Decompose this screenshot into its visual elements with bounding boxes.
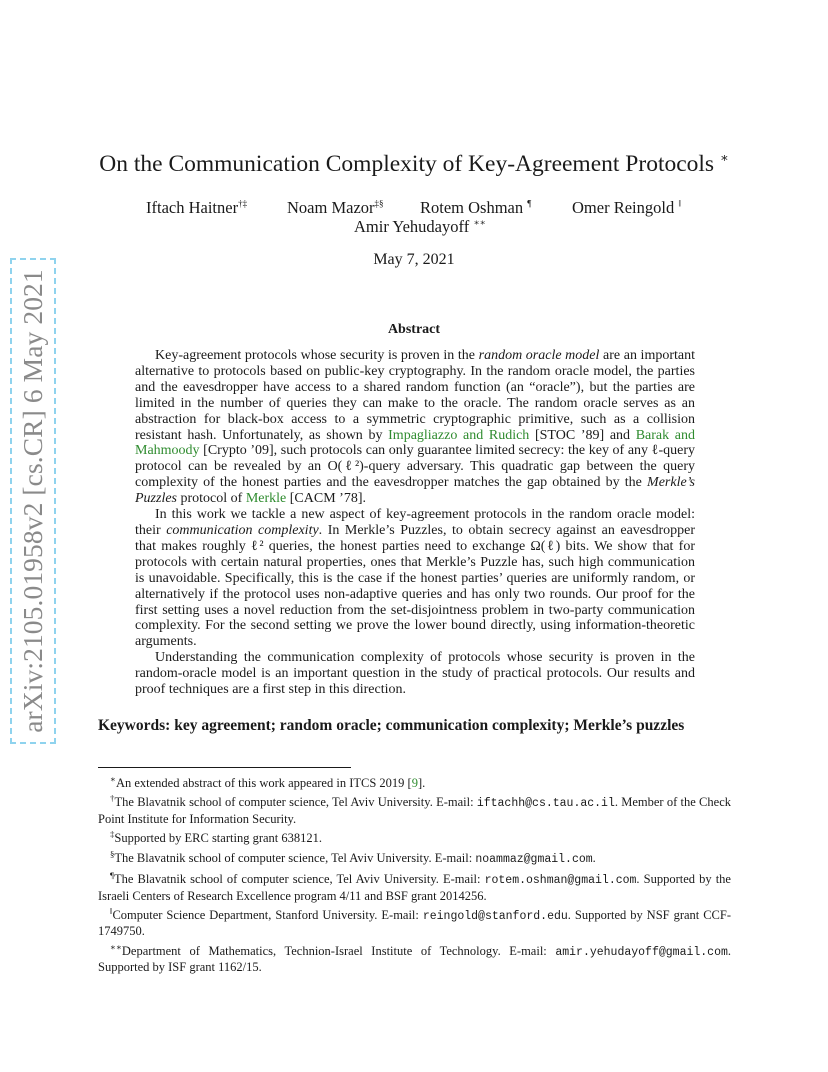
text: [CACM ’78]. (286, 491, 366, 507)
author-mazor (287, 198, 384, 218)
text: The Blavatnik school of computer science, Tel Aviv University. E-mail: (114, 795, 477, 810)
footnote-erc (98, 827, 731, 845)
citation-link-9[interactable]: 9 (411, 776, 418, 791)
text: . Supported by ISF grant 1162/15. (98, 943, 731, 975)
footnote-title (98, 772, 731, 790)
emphasis: communication complexity (166, 522, 319, 538)
emphasis: Merkle’s Puzzles (135, 475, 695, 507)
footnote-mark: ‖ (110, 905, 113, 916)
text: . Member of the Check Point Institute for Information Security. (98, 795, 731, 826)
footnote-mark: § (110, 848, 115, 859)
text: . (592, 850, 596, 865)
author-name: Omer Reingold (572, 198, 675, 217)
footnote-reingold (98, 904, 731, 939)
abstract-body (135, 348, 695, 698)
title-footnote-mark: ∗ (719, 150, 729, 165)
author-name: Iftach Haitner (146, 198, 239, 217)
author-name: Amir Yehudayoff (354, 217, 470, 236)
author-marks: ¶ (527, 198, 532, 209)
author-marks: ‡§ (374, 198, 384, 209)
text: protocol of (177, 491, 246, 507)
author-marks: ∗∗ (473, 217, 486, 228)
email-address: rotem.oshman@gmail.com (484, 874, 637, 888)
text: . Supported by the Israeli Centers of Research Excellence program 4/11 and BSF grant 2014256. (98, 872, 731, 903)
author-marks: †‡ (238, 198, 248, 209)
text: ]. (417, 776, 426, 791)
footnote-yehudayoff (98, 940, 731, 975)
paper-date: May 7, 2021 (373, 251, 455, 268)
text: The Blavatnik school of computer science, Tel Aviv University. E-mail: (113, 872, 485, 887)
abstract-paragraph-1 (135, 348, 695, 507)
text: An extended abstract of this work appeared in ITCS 2019 [ (115, 776, 412, 791)
paper-title (0, 150, 828, 178)
abstract-heading: Abstract (387, 322, 441, 337)
footnote-mark: ¶ (110, 870, 114, 881)
text: In this work we tackle a new aspect of key-agreement protocols in the random oracle model: their (135, 507, 695, 538)
email-address: amir.yehudayoff@gmail.com (555, 945, 728, 959)
keywords (98, 716, 730, 735)
text: [STOC ’89] and (529, 427, 636, 443)
footnotes (98, 772, 731, 975)
footnote-mazor (98, 847, 731, 867)
title-text: On the Communication Complexity of Key-Agreement Protocols (99, 150, 715, 177)
citation-link-impagliazzo-rudich[interactable]: Impagliazzo and Rudich (388, 427, 530, 443)
author-haitner (146, 198, 247, 218)
footnote-divider (98, 767, 351, 768)
arxiv-identifier: arXiv:2105.01958v2 [cs.CR] 6 May 2021 (17, 269, 48, 733)
keywords-label: Keywords: (98, 717, 171, 734)
text: Department of Mathematics, Technion-Israel Institute of Technology. E-mail: (121, 943, 556, 958)
citation-link-merkle[interactable]: Merkle (245, 491, 287, 507)
text: The Blavatnik school of computer science, Tel Aviv University. E-mail: (114, 850, 476, 865)
text: Key-agreement protocols whose security is proven in the (155, 348, 479, 363)
author-yehudayoff (354, 217, 486, 237)
email-address: reingold@stanford.edu (422, 910, 568, 924)
footnote-haitner (98, 791, 731, 826)
text: Computer Science Department, Stanford University. E-mail: (112, 908, 423, 923)
email-address: noammaz@gmail.com (475, 852, 593, 866)
author-reingold (572, 198, 681, 218)
footnote-mark: ‡ (110, 829, 115, 840)
citation-link-barak-mahmoody[interactable]: Barak and Mahmoody (135, 427, 696, 459)
author-oshman (420, 198, 531, 218)
emphasis: random oracle model (478, 348, 600, 363)
text: . Supported by NSF grant CCF-1749750. (98, 908, 731, 939)
author-name: Noam Mazor (287, 198, 375, 217)
footnote-mark: † (110, 793, 115, 804)
text: are an important alternative to protocols based on public-key cryptography. In the random oracle model, the parties and the eavesdropper have access to a shared random function (an “oracle”), but the parties are limited in the number of queries they can make to the oracle. The random oracle serves as an abstraction for black-box access to a symmetric cryptographic primitive, such as a collision resistant hash. Unfortunately, as shown by (135, 348, 695, 443)
text: [Crypto ’09], such protocols can only guarantee limited secrecy: the key of any ℓ-query protocol can be revealed by an O(ℓ²)-query adversary. This quadratic gap between the query complexity of the honest parties and the eavesdropper matches the gap obtained by the (135, 443, 695, 491)
keywords-text: key agreement; random oracle; communication complexity; Merkle’s puzzles (174, 717, 685, 734)
footnote-mark: ∗ (110, 774, 116, 784)
footnote-oshman (98, 868, 731, 903)
abstract-paragraph-2 (135, 507, 695, 650)
author-name: Rotem Oshman (420, 198, 524, 217)
text: Supported by ERC starting grant 638121. (114, 831, 322, 846)
abstract-paragraph-3: Understanding the communication complexity of protocols whose security is proven in the random-oracle model is an important question in the study of practical protocols. Our results and proof techniques are a first step in this direction. (135, 650, 695, 698)
author-marks: ‖ (678, 198, 681, 209)
footnote-mark: ∗∗ (110, 941, 122, 952)
text: . In Merkle’s Puzzles, to obtain secrecy against an eavesdropper that makes roughly ℓ² queries, the honest parties need to exchange Ω(ℓ) bits. We show that for protocols with certain natural properties, ones that Merkle’s Puzzle has, such high communication is unavoidable. Specifically, this is the case if the honest parties’ queries are uniformly random, or alternatively if the protocol uses non-adaptive queries and has only two rounds. Our proof for the first setting uses a novel reduction from the set-disjointness problem in two-party communication complexity. For the second setting we prove the lower bound directly, using information-theoretic arguments. (135, 522, 695, 650)
email-address: iftachh@cs.tau.ac.il (476, 797, 615, 811)
